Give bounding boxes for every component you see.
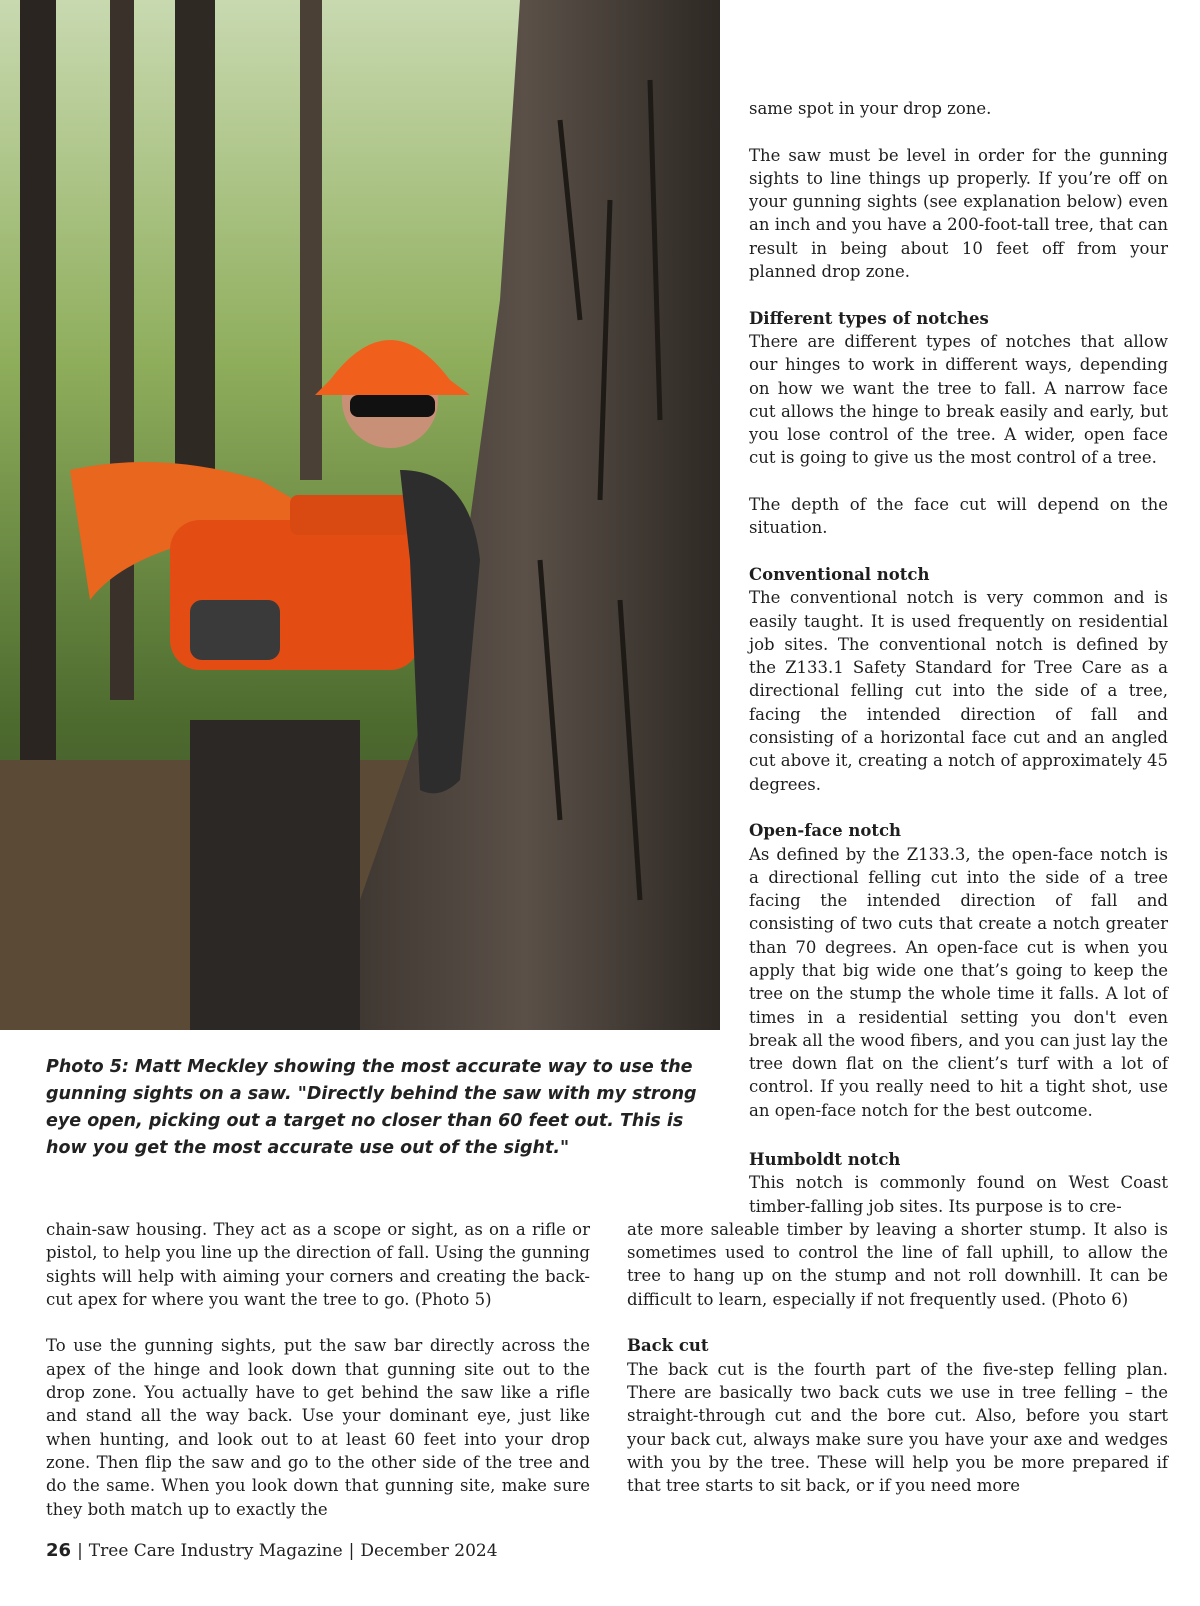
page-footer: 26 | Tree Care Industry Magazine | December 2024: [46, 1540, 498, 1561]
photo-caption: Photo 5: Matt Meckley showing the most accurate way to use the gunning sights on a saw. "Directly behind the saw with my strong eye open, picking out a target no closer than 60 feet out. This is how you get the most accurate use out of the sight.": [46, 1057, 697, 1158]
left-column-bottom: [46, 1218, 590, 1544]
paragraph: There are different types of notches that allow our hinges to work in different ways, depending on how we want the tree to fall. A narrow face cut allows the hinge to break easily and early, but you lose control of the tree. A wider, open face cut is going to give us the most control of a tree.: [749, 331, 1168, 468]
paragraph: The back cut is the fourth part of the five-step felling plan. There are basically two back cuts we use in tree felling – the straight-through cut and the bore cut. Also, before you start your back cut, always make sure you have your axe and wedges with you by the tree. These will help you be more prepared if that tree starts to sit back, or if you need more: [627, 1359, 1168, 1496]
paragraph: same spot in your drop zone.: [749, 99, 992, 118]
paragraph: chain-saw housing. They act as a scope or sight, as on a rifle or pistol, to help you line up the direction of fall. Using the gunning sights will help with aiming your corners and creating the back-cut apex for where you want the tree to go. (Photo 5): [46, 1220, 590, 1309]
article-photo: [0, 0, 720, 1030]
paragraph: The conventional notch is very common and is easily taught. It is used frequently on residential job sites. The conventional notch is defined by the Z133.1 Safety Standard for Tree Care as a directional felling cut into the side of a tree, facing the intended direction of fall and consisting of a horizontal face cut and an angled cut above it, creating a notch of approximately 45 degrees.: [749, 588, 1168, 794]
paragraph: As defined by the Z133.3, the open-face notch is a directional felling cut into the side of a tree facing the intended direction of fall and consisting of two cuts that create a notch greater than 70 degrees. An open-face cut is when you apply that big wide one that’s going to keep the tree on the stump the whole time it falls. A lot of times in a residential setting you don't even break all the wood fibers, and you can just lay the tree down flat on the client’s turf with a lot of control. If you really need to hit a tight shot, use an open-face notch for the best outcome.: [749, 844, 1168, 1120]
magazine-name: Tree Care Industry Magazine: [88, 1541, 343, 1561]
paragraph: To use the gunning sights, put the saw bar directly across the apex of the hinge and look down that gunning site out to the drop zone. You actually have to get behind the saw like a rifle and stand all the way back. Use your dominant eye, just like when hunting, and look out to at least 60 feet into your drop zone. Then flip the saw and go to the other side of the tree and do the same. When you look down that gunning site, make sure they both match up to exactly the: [46, 1336, 590, 1519]
right-column-top: [749, 97, 1168, 1145]
page-number: 26: [46, 1540, 72, 1561]
paragraph: The saw must be level in order for the gunning sights to line things up properly. If you’re off on your gunning sights (see explanation below) even an inch and you have a 200-foot-tall tree, that can result in being about 10 feet off from your planned drop zone.: [749, 145, 1168, 282]
right-column-bottom: [627, 1148, 1168, 1521]
section-heading: Conventional notch: [749, 564, 930, 584]
paragraph: This notch is commonly found on West Coast timber-falling job sites. Its purpose is to cre-: [749, 1173, 1168, 1216]
paragraph: ate more saleable timber by leaving a shorter stump. It also is sometimes used to control the line of fall uphill, to allow the tree to hang up on the stump and not roll downhill. It can be difficult to learn, especially if not frequently used. (Photo 6): [627, 1219, 1168, 1309]
section-heading: Humboldt notch: [749, 1150, 901, 1169]
issue-date: December 2024: [360, 1541, 498, 1561]
section-heading: Different types of notches: [749, 308, 989, 328]
section-heading: Back cut: [627, 1336, 709, 1356]
section-heading: Open-face notch: [749, 821, 901, 841]
paragraph: The depth of the face cut will depend on the situation.: [749, 495, 1168, 538]
